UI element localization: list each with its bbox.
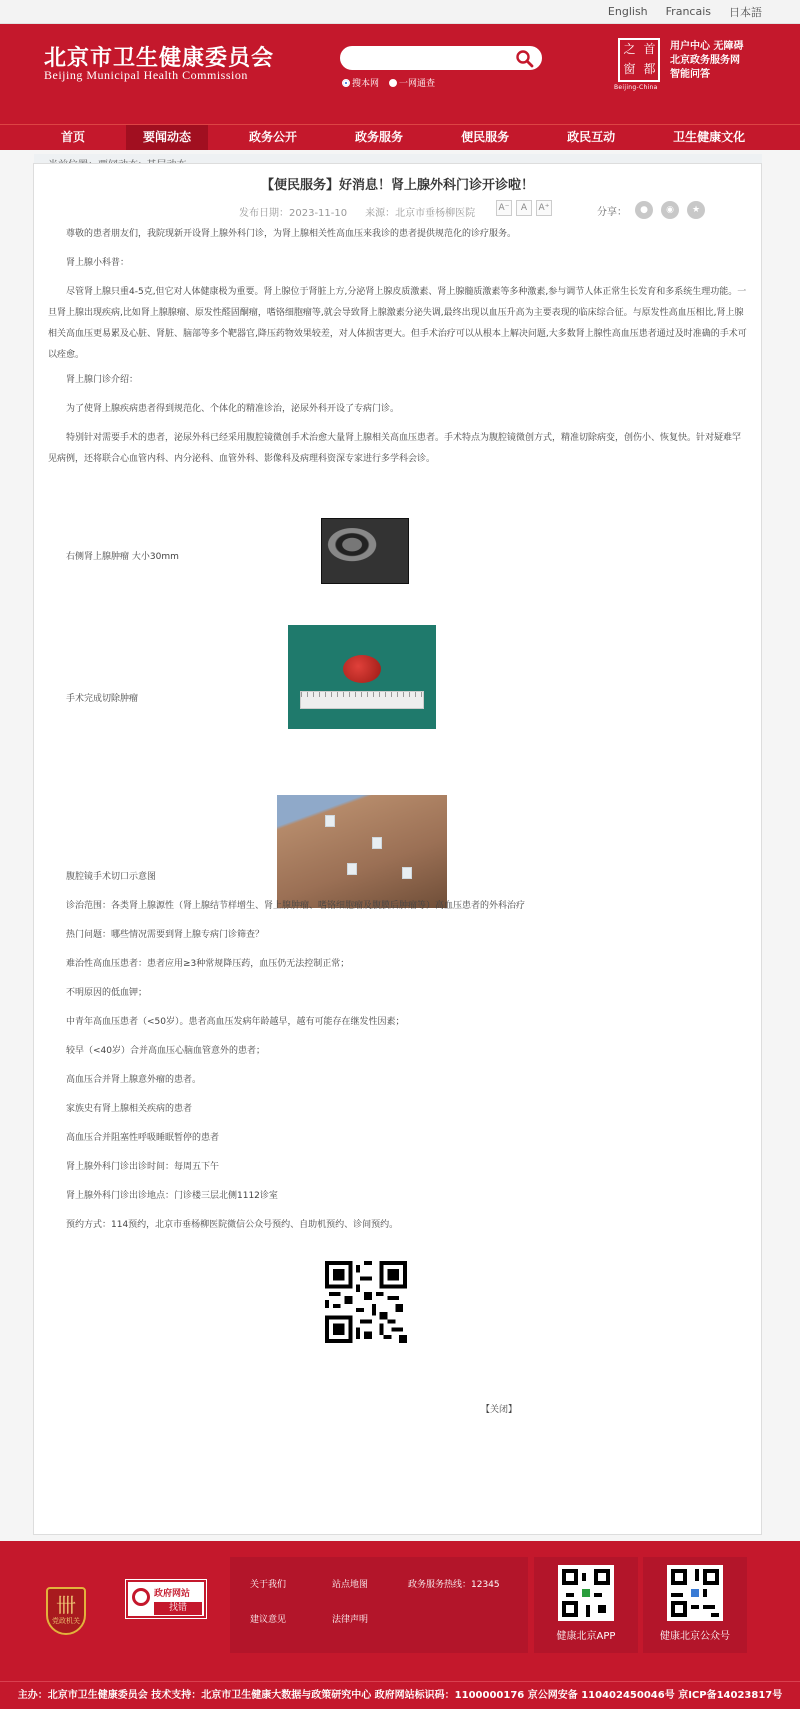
- lang-english-link[interactable]: English: [607, 5, 648, 18]
- sitemap-link[interactable]: 站点地图: [332, 1580, 369, 1590]
- share-label: 分享：: [597, 206, 627, 218]
- excised-tumor-image: [288, 625, 436, 729]
- paragraph-science: 尽管肾上腺只重4-5克,但它对人体健康极为重要。肾上腺位于肾脏上方,分泌肾上腺皮质激素、肾上腺髓质激素等多种激素,参与调节人体正常生长发育和多系统生理功能。一旦肾上腺出现疾病,比如肾上腺腺瘤、原发性醛固酮瘤，嗜铬细胞瘤等,就会导致肾上腺激素分泌失调,最终出现以血压升高为主要表现的临床综合征。与原发性高血压相比,肾上腺相关高血压更易累及心脏、肾脏、脑部等多个靶器官,降压药物效果较差，对人体损害更大。但手术治疗可以从根本上解决问题,大多数肾上腺性高血压患者通过及时准确的手术可以痊愈。: [48, 287, 747, 360]
- radio-selected-icon: [342, 79, 350, 87]
- hospital-qr-code: [321, 1257, 411, 1347]
- dressing-pad: [325, 815, 335, 827]
- ruler: [300, 691, 424, 709]
- language-bar: [0, 0, 800, 24]
- nav-news[interactable]: 要闻动态: [126, 125, 208, 150]
- dressing-pad: [347, 863, 357, 875]
- smart-qa-link[interactable]: 智能问答: [670, 69, 710, 80]
- font-increase-button[interactable]: A⁺: [536, 200, 552, 216]
- nav-health-culture[interactable]: 卫生健康文化: [673, 130, 746, 144]
- laparoscopic-incision-image: [277, 795, 447, 908]
- line-scope: 诊治范围：各类肾上腺源性（肾上腺结节样增生、肾上腺肿瘤、嗜铬细胞瘤及腹膜后肿瘤等）高血压患者的外科治疗: [66, 901, 526, 911]
- line-faq: 热门问题：哪些情况需要到肾上腺专病门诊筛查？: [66, 930, 265, 940]
- line-refractory: 难治性高血压患者：患者应用≥3种常规降压药，血压仍无法控制正常；: [66, 959, 350, 969]
- font-size-controls: [496, 200, 552, 216]
- legal-notice-link[interactable]: 法律声明: [332, 1615, 369, 1625]
- caption-ct: 右侧肾上腺肿瘤 大小30mm: [66, 552, 179, 562]
- paragraph-surgery: 特别针对需要手术的患者，泌尿外科已经采用腹腔镜微创手术治愈大量肾上腺相关高血压患者。手术特点为腹腔镜微创方式，精准切除病变，创伤小、恢复快。针对疑难罕见病例，还将联合心血管内科、内分泌科、血管外科、影像科及病理科资深专家进行多学科会诊。: [48, 433, 742, 464]
- wechat-qr-code: [667, 1565, 723, 1621]
- logo-title-en: Beijing Municipal Health Commission: [44, 68, 248, 82]
- radio-empty-icon: [389, 79, 397, 87]
- dressing-pad: [372, 837, 382, 849]
- article-panel: [33, 163, 762, 1535]
- nav-public-service[interactable]: 便民服务: [461, 130, 510, 144]
- paragraph-clinic-intro: 为了使肾上腺疾病患者得到规范化、个体化的精准诊治，泌尿外科开设了专病门诊。: [66, 404, 400, 414]
- caption-incision: 腹腔镜手术切口示意图: [66, 872, 157, 882]
- publish-date: 发布日期：2023-11-10: [239, 208, 348, 219]
- app-qr-code: [558, 1565, 614, 1621]
- line-incidentaloma: 高血压合并肾上腺意外瘤的患者。: [66, 1075, 202, 1085]
- magnifier-icon: [132, 1588, 150, 1606]
- wechat-qr-block: [643, 1557, 747, 1653]
- favorite-star-icon[interactable]: ★: [687, 201, 705, 219]
- utility-links: [670, 40, 743, 82]
- nav-gov-affairs[interactable]: 政务公开: [249, 130, 298, 144]
- logo-title-cn[interactable]: 北京市卫生健康委员会: [44, 45, 275, 71]
- gov-site-error-report[interactable]: 政府网站 找错: [126, 1580, 206, 1618]
- site-header: [0, 24, 800, 124]
- close-link[interactable]: 【关闭】: [481, 1405, 518, 1415]
- suggestion-link[interactable]: 建议意见: [250, 1615, 287, 1625]
- lang-french-link[interactable]: Francais: [665, 5, 711, 18]
- nav-home[interactable]: 首页: [61, 130, 86, 144]
- ct-scan-image: [321, 518, 409, 584]
- site-footer: [0, 1541, 800, 1681]
- font-decrease-button[interactable]: A⁻: [496, 200, 512, 216]
- paragraph-clinic-heading: 肾上腺门诊介绍：: [66, 375, 139, 385]
- paragraph-intro: 尊敬的患者朋友们，我院现新开设肾上腺外科门诊，为肾上腺相关性高血压来我诊的患者提供规范化的诊疗服务。: [66, 229, 517, 239]
- capital-window-seal[interactable]: 之 首 窗 都: [618, 38, 660, 82]
- nav-interaction[interactable]: 政民互动: [567, 130, 616, 144]
- user-center-link[interactable]: 用户中心 无障碍: [670, 41, 744, 52]
- share-bar: [597, 201, 705, 219]
- font-normal-button[interactable]: A: [516, 200, 532, 216]
- search-icon[interactable]: [515, 49, 535, 69]
- app-qr-block: [534, 1557, 638, 1653]
- radio-this-site[interactable]: 搜本网: [342, 76, 379, 89]
- caption-tumor: 手术完成切除肿瘤: [66, 694, 139, 704]
- line-young: 中青年高血压患者（<50岁）。患者高血压发病年龄越早，越有可能存在继发性因素；: [66, 1017, 405, 1027]
- hotline-text: 政务服务热线：12345: [408, 1580, 500, 1590]
- search-scope: [342, 76, 435, 89]
- copyright-bar: 主办：北京市卫生健康委员会 技术支持：北京市卫生健康大数据与政策研究中心 政府网站标识码：1100000176 京公网安备 110402450046号 京ICP备14023817号: [0, 1681, 800, 1709]
- wechat-share-icon[interactable]: ●: [635, 201, 653, 219]
- weibo-share-icon[interactable]: ◉: [661, 201, 679, 219]
- line-family: 家族史有肾上腺相关疾病的患者: [66, 1104, 193, 1114]
- radio-all-sites[interactable]: 一网通查: [389, 76, 435, 89]
- line-location: 肾上腺外科门诊出诊地点：门诊楼三层北侧1112诊室: [66, 1191, 278, 1201]
- gov-service-link[interactable]: 北京政务服务网: [670, 55, 740, 66]
- about-us-link[interactable]: 关于我们: [250, 1580, 287, 1590]
- line-hypokalemia: 不明原因的低血钾；: [66, 988, 148, 998]
- search-box: [340, 46, 542, 70]
- wechat-qr-label: 健康北京公众号: [660, 1631, 730, 1642]
- tumor-specimen: [343, 655, 381, 683]
- line-early-event: 较早（<40岁）合并高血压心脑血管意外的患者；: [66, 1046, 265, 1056]
- search-input[interactable]: [351, 47, 511, 69]
- line-booking: 预约方式：114预约，北京市垂杨柳医院微信公众号预约、自助机预约、诊间预约。: [66, 1220, 399, 1230]
- dressing-pad: [402, 867, 412, 879]
- app-qr-label: 健康北京APP: [556, 1631, 616, 1642]
- seal-subtitle: Beijing-China: [614, 84, 658, 91]
- article-title: 【便民服务】好消息！肾上腺外科门诊开诊啦！: [260, 178, 534, 193]
- article-meta: [239, 204, 475, 219]
- main-nav: [0, 124, 800, 150]
- footer-links: [230, 1557, 528, 1653]
- paragraph-science-heading: 肾上腺小科普：: [66, 258, 130, 268]
- line-osa: 高血压合并阻塞性呼吸睡眠暂停的患者: [66, 1133, 220, 1143]
- nav-gov-service[interactable]: 政务服务: [355, 130, 404, 144]
- article-source: 来源：北京市垂杨柳医院: [365, 208, 476, 219]
- line-time: 肾上腺外科门诊出诊时间：每周五下午: [66, 1162, 220, 1172]
- lang-japanese-link[interactable]: 日本語: [729, 5, 762, 19]
- party-gov-badge-icon[interactable]: 卌 党政机关: [46, 1587, 86, 1635]
